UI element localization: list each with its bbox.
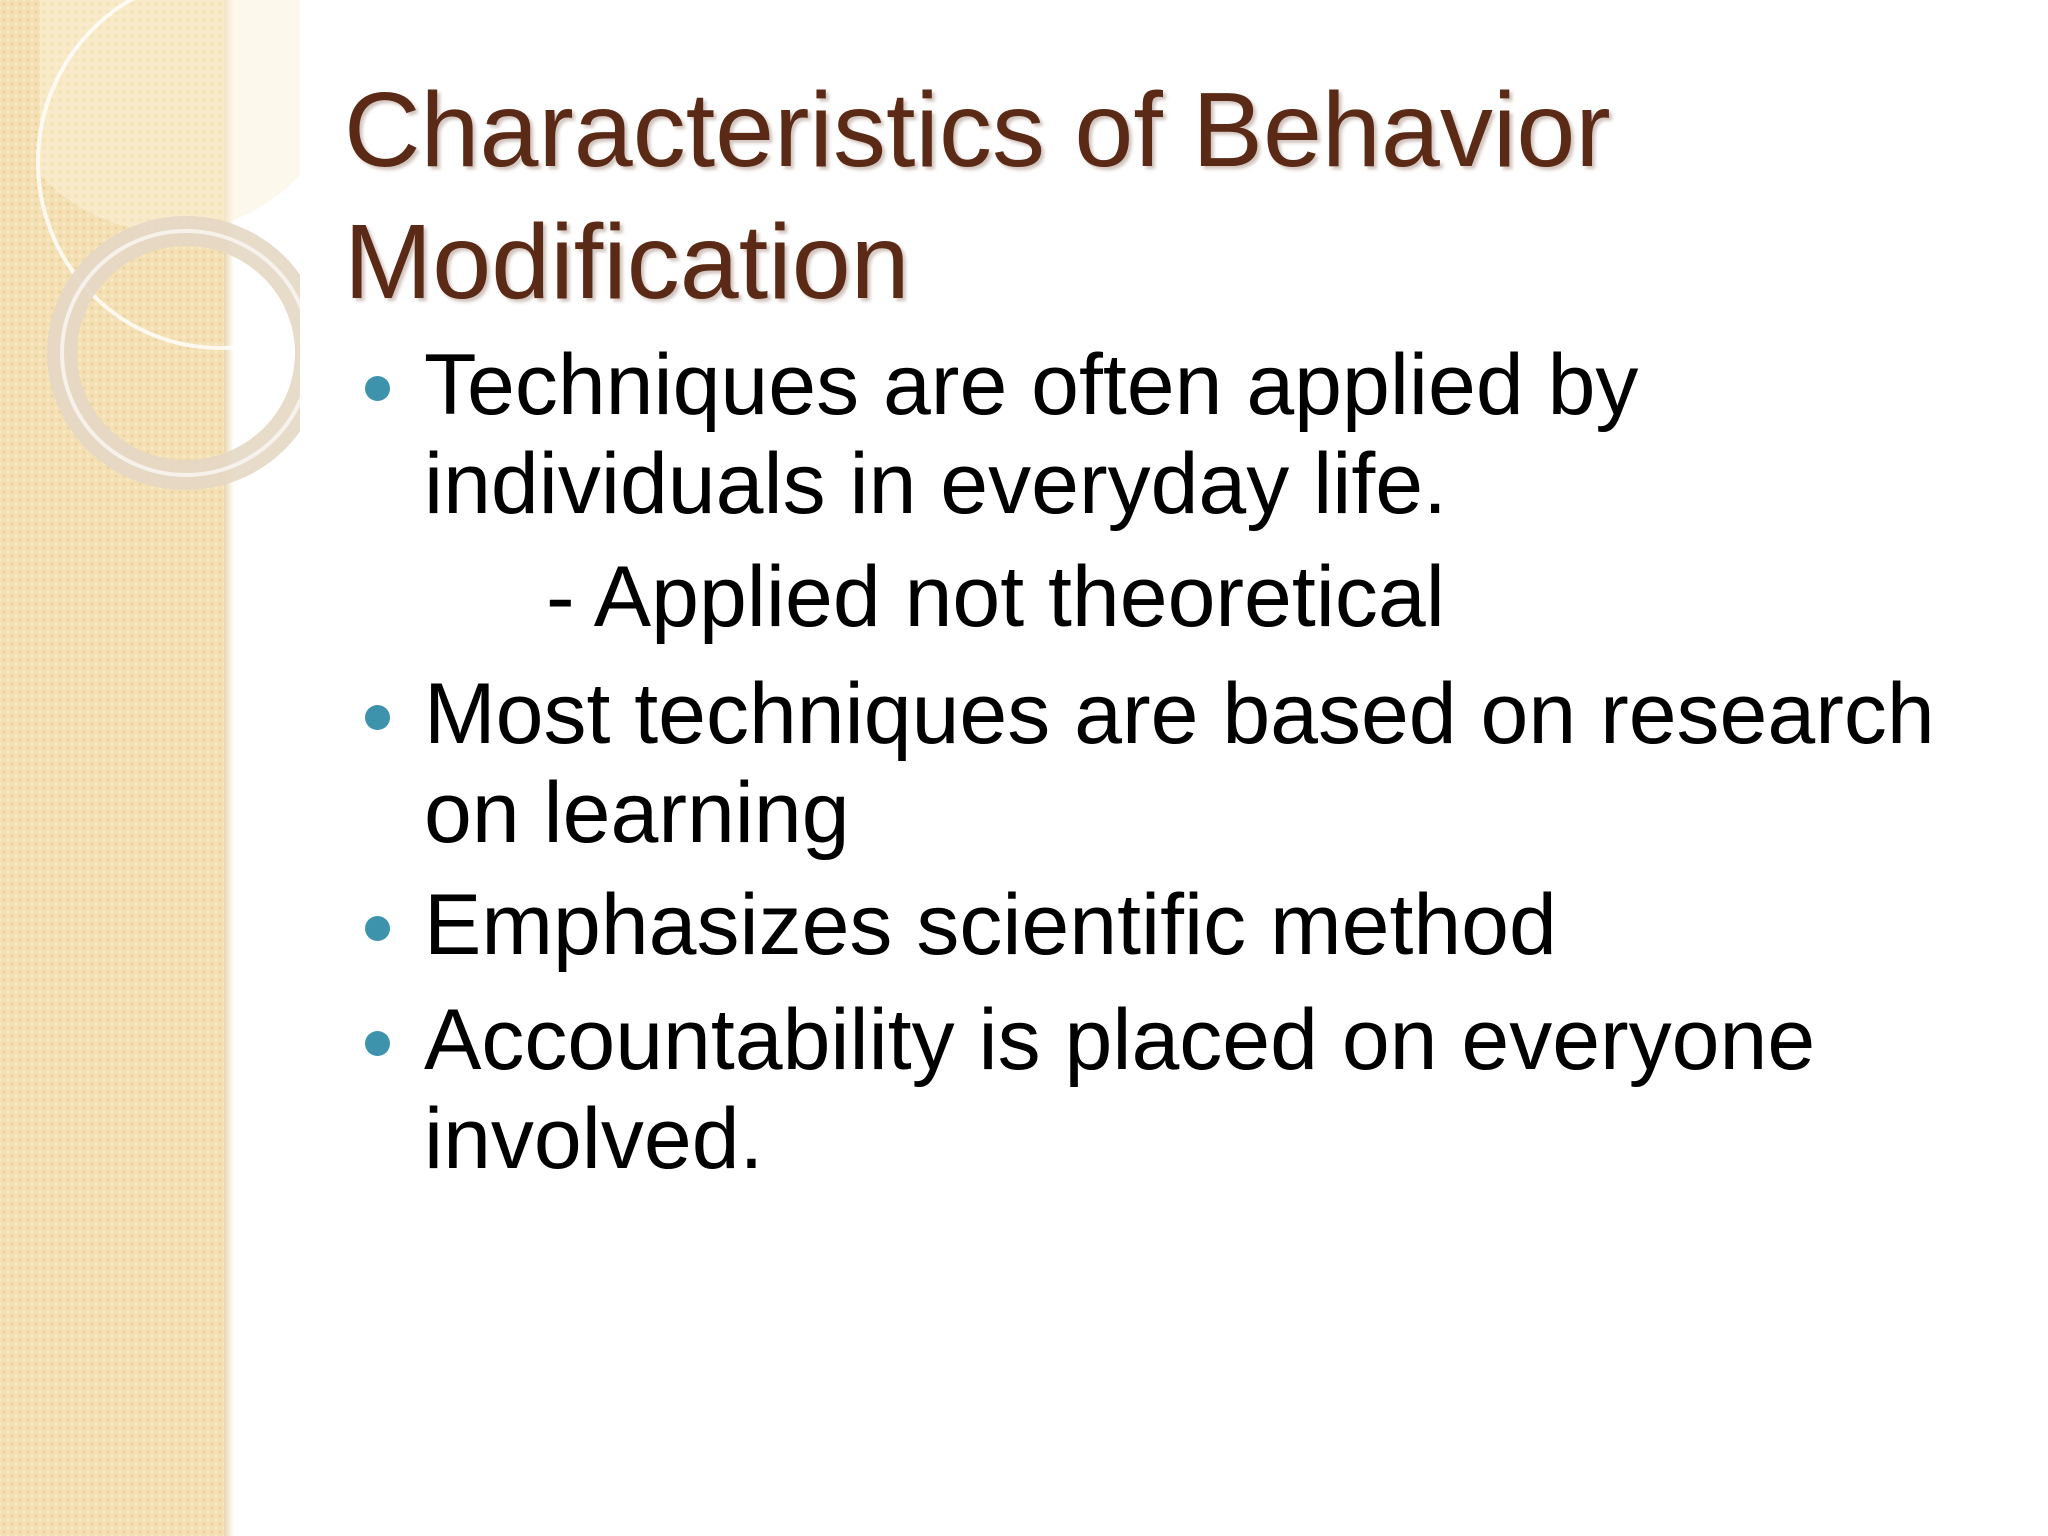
bullet-dot-icon — [365, 376, 390, 401]
bullet-text: Emphasizes scientific method — [424, 877, 1557, 973]
bullet-item — [424, 876, 1984, 975]
bullet-text: Techniques are often applied by individuals in everyday life. — [424, 337, 1639, 532]
bullet-item — [424, 336, 1984, 534]
bullet-dot-icon — [365, 1031, 390, 1056]
bullet-dot-icon — [365, 916, 390, 941]
bullet-text: Most techniques are based on research on learning — [424, 666, 1935, 861]
slide-title: Characteristics of Behavior Modification — [344, 71, 1611, 321]
bullet-dot-icon — [365, 705, 390, 730]
bullet-item — [424, 991, 1984, 1189]
sub-item-text: - Applied not theoretical — [546, 549, 1445, 645]
sub-item — [546, 548, 1946, 647]
bullet-item — [424, 665, 1984, 863]
bullet-text: Accountability is placed on everyone involved. — [424, 992, 1816, 1187]
